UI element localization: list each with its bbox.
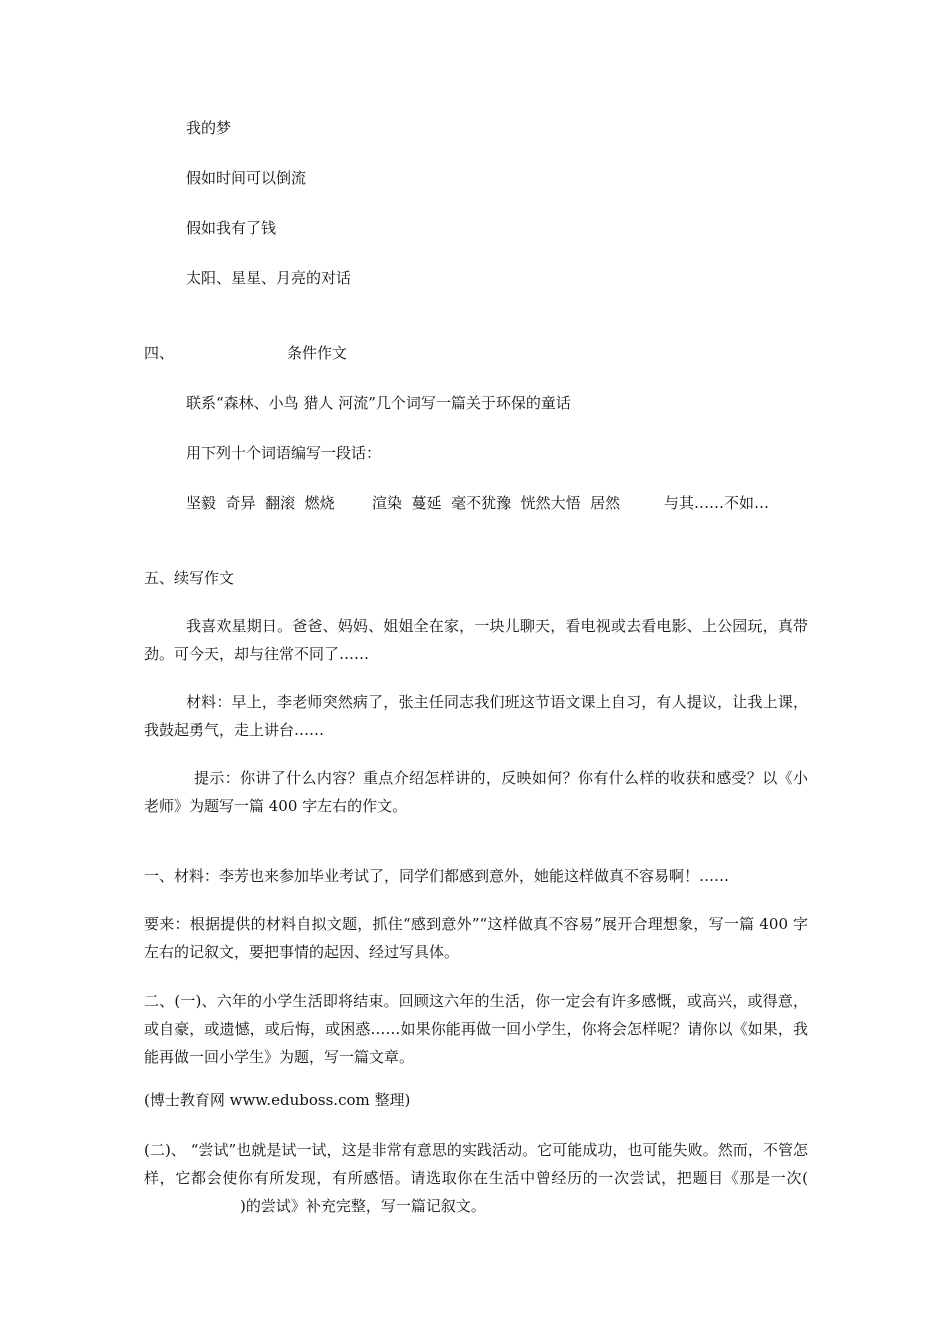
word-list-a: 坚毅 奇异 翻滚 燃烧 [186,494,335,512]
word-list-b: 渲染 蔓延 毫不犹豫 恍然大悟 居然 [372,494,621,512]
section-5-paragraph: 我喜欢星期日。爸爸、妈妈、姐姐全在家，一块儿聊天，看电视或去看电影、上公园玩，真带劲。可今天，却与往常不同了…… [144,617,808,663]
section-4-line: 用下列十个词语编写一段话： [186,444,382,462]
extra-item-text-b: )的尝试》补充完整，写一篇记叙文。 [240,1197,486,1215]
section-4-title: 条件作文 [287,344,348,362]
topic-item: 我的梦 [186,119,232,137]
section-4-line: 联系“森林、小鸟 猎人 河流”几个词写一篇关于环保的童话 [186,394,571,412]
section-5-hint: 提示：你讲了什么内容？重点介绍怎样讲的，反映如何？你有什么样的收获和感受？以《小老师》为题写一篇 400 字左右的作文。 [144,769,808,815]
source-note: (博士教育网 www.eduboss.com 整理) [144,1091,411,1109]
section-5-paragraph: 材料：早上，李老师突然病了，张主任同志我们班这节语文课上自习，有人提议，让我上课，我鼓起勇气，走上讲台…… [144,693,808,739]
topic-item: 假如我有了钱 [186,219,277,237]
extra-item: 一、材料：李芳也来参加毕业考试了，同学们都感到意外，她能这样做真不容易啊！…… [144,867,730,885]
extra-item: 二、(一)、六年的小学生活即将结束。回顾这六年的生活，你一定会有许多感慨，或高兴，或得意，或自豪，或遗憾，或后悔，或困惑……如果你能再做一回小学生，你将会怎样呢？请你以《如果，我能再做一回小学生》为题，写一篇文章。 [144,992,808,1066]
extra-requirement: 要来：根据提供的材料自拟文题，抓住“感到意外”“这样做真不容易”展开合理想象，写一篇 400 字左右的记叙文，要把事情的起因、经过写具体。 [144,915,808,961]
word-list-c: 与其……不如… [664,494,770,512]
topic-item: 太阳、星星、月亮的对话 [186,269,352,287]
topic-item: 假如时间可以倒流 [186,169,307,187]
extra-item-text-a: (二)、 “尝试”也就是试一试，这是非常有意思的实践活动。它可能成功，也可能失败。然而，不管怎样，它都会使你有所发现，有所感悟。请选取你在生活中曾经历的一次尝试，把题目《那是一次( [144,1141,808,1187]
section-4-number: 四、 [144,344,175,362]
section-5-title: 五、续写作文 [144,569,235,587]
extra-item [144,1136,808,1220]
